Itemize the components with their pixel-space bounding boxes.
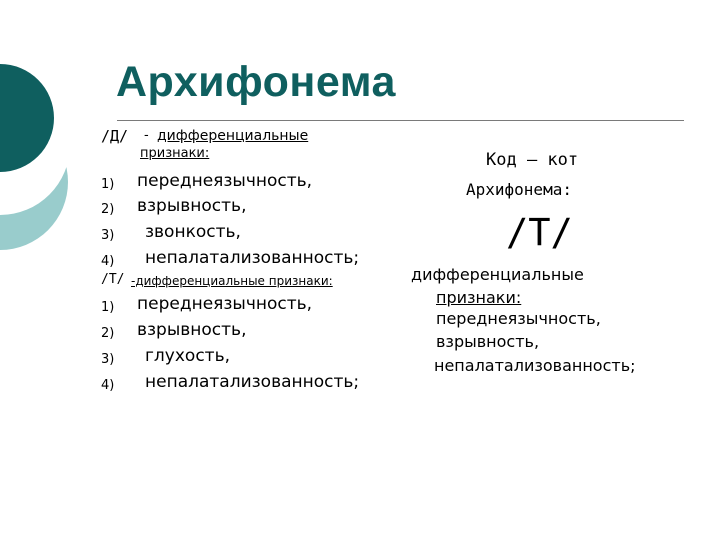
d-item-number: 3) xyxy=(101,228,115,243)
d-dash: - xyxy=(144,128,149,143)
d-item-number: 1) xyxy=(101,177,115,192)
d-item-number: 4) xyxy=(101,254,115,269)
t-intro: -дифференциальные признаки: xyxy=(131,274,333,288)
t-item-number: 2) xyxy=(101,326,115,341)
d-item-text: непалатализованность; xyxy=(145,248,360,268)
right-features-line5: непалатализованность; xyxy=(434,356,636,375)
d-item-number: 2) xyxy=(101,202,115,217)
slide-title: Архифонема xyxy=(116,58,396,106)
title-divider xyxy=(117,120,684,121)
right-features-line2: признаки: xyxy=(436,288,522,307)
t-item-number: 1) xyxy=(101,300,115,315)
t-item-text: непалатализованность; xyxy=(145,372,360,392)
d-intro-line1: дифференциальные xyxy=(157,128,309,144)
right-features-line1: дифференциальные xyxy=(411,265,584,284)
right-features-line4: взрывность, xyxy=(436,332,540,351)
archiphoneme-label: Архифонема: xyxy=(466,180,572,199)
t-item-number: 4) xyxy=(101,378,115,393)
t-item-text: переднеязычность, xyxy=(137,294,313,314)
t-item-number: 3) xyxy=(101,352,115,367)
d-item-text: переднеязычность, xyxy=(137,171,313,191)
d-phoneme-code: /Д/ xyxy=(101,127,129,145)
t-item-text: взрывность, xyxy=(137,320,247,340)
example-words: Код – кот xyxy=(486,150,579,170)
t-phoneme-code: /Т/ xyxy=(101,272,125,287)
d-intro-line2: признаки: xyxy=(140,146,210,161)
d-item-text: звонкость, xyxy=(145,222,241,242)
t-item-text: глухость, xyxy=(145,346,230,366)
archiphoneme-symbol: /Т/ xyxy=(506,211,573,254)
d-item-text: взрывность, xyxy=(137,196,247,216)
right-features-line3: переднеязычность, xyxy=(436,309,601,328)
